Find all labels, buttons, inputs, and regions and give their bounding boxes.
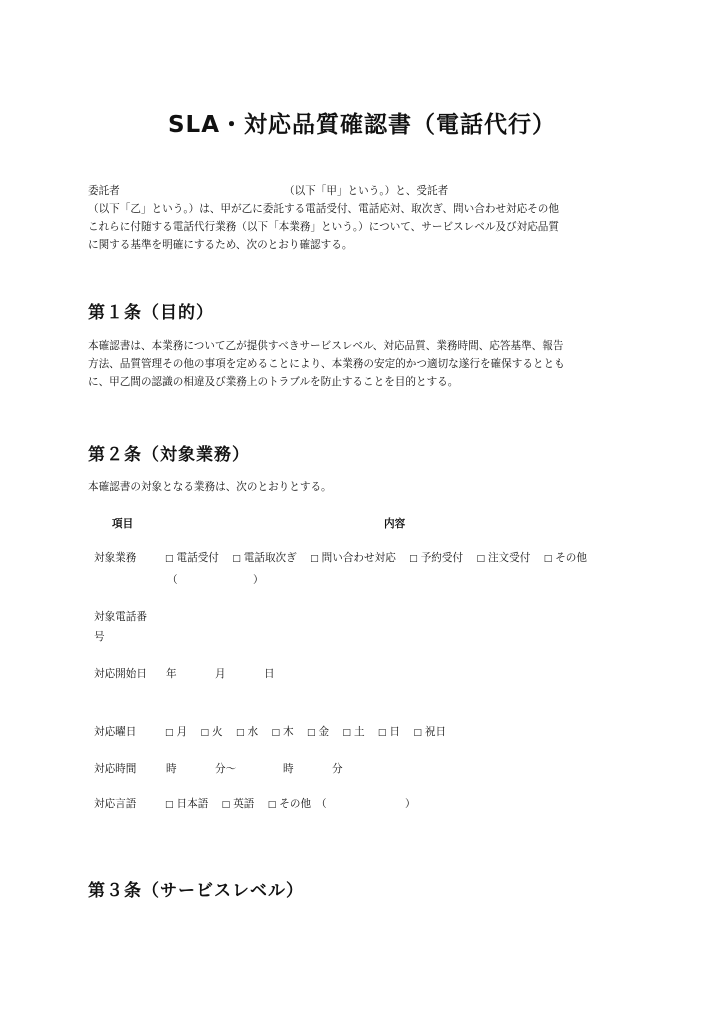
row-label-hours: 対応時間: [94, 763, 137, 775]
option-label: 電話受付: [176, 552, 219, 564]
paren-open: （: [316, 798, 327, 810]
consignor-label: 委託者: [88, 185, 120, 197]
checkbox-icon: □: [342, 728, 351, 738]
intro-line-2: （以下「乙」という。）は、甲が乙に委託する電話受付、電話応対、取次ぎ、問い合わせ対応その他: [88, 203, 559, 215]
checkbox-icon: □: [271, 728, 280, 738]
option[interactable]: [476, 548, 530, 569]
article1-line: 本確認書は、本業務について乙が提供すべきサービスレベル、対応品質、業務時間、応答基準、報告: [88, 340, 564, 352]
option[interactable]: [413, 722, 446, 743]
option[interactable]: [310, 548, 396, 569]
checkbox-icon: □: [165, 554, 174, 564]
option-label: 英語: [233, 798, 255, 810]
article1-line: 方法、品質管理その他の事項を定めることにより、本業務の安定的かつ適切な遂行を確保するととも: [88, 358, 565, 370]
ko-phrase: （以下「甲」という。）と、受託者: [284, 185, 449, 197]
checkbox-icon: □: [165, 800, 174, 810]
option[interactable]: [271, 722, 293, 743]
option[interactable]: [165, 548, 219, 569]
option[interactable]: [378, 722, 400, 743]
option-label: 火: [212, 726, 223, 738]
option[interactable]: [165, 722, 187, 743]
paren-open: （: [167, 574, 178, 586]
intro-paragraph: [88, 182, 648, 254]
hour-label-2: 時: [283, 763, 294, 775]
option[interactable]: [232, 548, 296, 569]
checkbox-icon: □: [232, 554, 241, 564]
checkbox-icon: □: [310, 554, 319, 564]
option[interactable]: [236, 722, 258, 743]
article1-line: に、甲乙間の認識の相違及び業務上のトラブルを防止することを目的とする。: [88, 376, 459, 388]
checkbox-icon: □: [413, 728, 422, 738]
checkbox-icon: □: [409, 554, 418, 564]
option-label: 月: [176, 726, 188, 738]
year-label: 年: [166, 668, 177, 680]
option[interactable]: [409, 548, 463, 569]
option[interactable]: [222, 794, 255, 815]
article3-heading: 第３条（サービスレベル）: [88, 881, 304, 901]
option[interactable]: [307, 722, 329, 743]
checkbox-icon: □: [476, 554, 485, 564]
checkbox-icon: □: [543, 554, 553, 564]
minute-label-2: 分: [332, 763, 343, 775]
checkbox-icon: □: [235, 728, 245, 738]
checkbox-icon: □: [377, 728, 387, 738]
option-label: その他: [279, 798, 312, 810]
checkbox-icon: □: [306, 728, 316, 738]
checkbox-icon: □: [267, 800, 277, 810]
intro-line-3: これらに付随する電話代行業務（以下「本業務」という。）について、サービスレベル及び対応品質: [88, 221, 559, 233]
article1-heading: 第１条（目的）: [88, 303, 214, 323]
option-label: 注文受付: [487, 552, 531, 564]
minute-label-1: 分～: [215, 763, 237, 775]
option-label: 水: [247, 726, 259, 738]
option-label: その他: [555, 552, 587, 564]
row-label-lang: 対応言語: [94, 798, 137, 810]
option[interactable]: [165, 794, 208, 815]
article2-intro: 本確認書の対象となる業務は、次のとおりとする。: [88, 481, 332, 493]
checkbox-icon: □: [221, 800, 231, 810]
article2-heading: 第２条（対象業務）: [88, 445, 250, 465]
option-label: 日本語: [176, 798, 209, 810]
option[interactable]: [544, 548, 587, 569]
option-label: 祝日: [424, 726, 447, 738]
paren-close: ）: [253, 574, 264, 586]
row-label-business: 対象業務: [94, 552, 137, 564]
row-label-phone: 対象電話番号: [94, 611, 147, 643]
intro-line-4: に関する基準を明確にするため、次のとおり確認する。: [88, 239, 353, 251]
option-label: 土: [353, 726, 365, 738]
option-label: 予約受付: [420, 552, 464, 564]
month-label: 月: [215, 668, 226, 680]
checkbox-icon: □: [165, 728, 174, 738]
day-label: 日: [264, 668, 275, 680]
option[interactable]: [268, 794, 311, 815]
option[interactable]: [342, 722, 364, 743]
option-label: 日: [389, 726, 401, 738]
option-label: 木: [282, 726, 294, 738]
row-label-days: 対応曜日: [94, 726, 137, 738]
table-head-content: 内容: [384, 518, 406, 530]
lang-options: [165, 794, 311, 815]
hour-label-1: 時: [166, 763, 177, 775]
option[interactable]: [200, 722, 222, 743]
article1-paragraph: [88, 337, 648, 391]
document-title: SLA・対応品質確認書（電話代行）: [167, 112, 557, 138]
day-options: [165, 722, 446, 743]
business-options: [165, 548, 587, 569]
option-label: 金: [318, 726, 330, 738]
checkbox-icon: □: [200, 728, 209, 738]
option-label: 問い合わせ対応: [321, 552, 396, 564]
paren-close: ）: [405, 798, 416, 810]
row-label-start: 対応開始日: [94, 668, 147, 680]
table-head-item: 項目: [112, 518, 134, 530]
option-label: 電話取次ぎ: [243, 552, 297, 564]
